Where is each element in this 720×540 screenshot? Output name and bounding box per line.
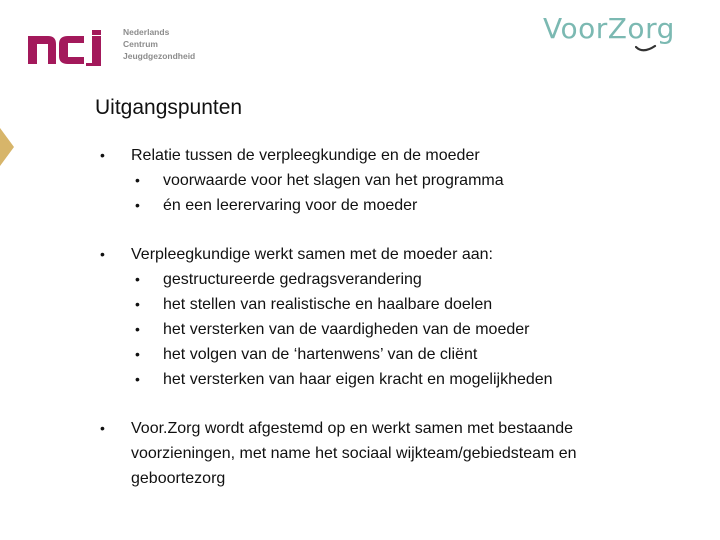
ncj-logo-text <box>123 26 195 62</box>
sub-bullet-item <box>131 367 700 392</box>
sub-bullet-dot: • <box>135 197 140 213</box>
bullet-list <box>100 143 700 491</box>
ncj-line-1: Nederlands <box>123 27 170 37</box>
sub-bullet-text: het versterken van haar eigen kracht en mogelijkheden <box>163 371 553 388</box>
bullet-dot: • <box>100 246 105 262</box>
sub-bullet-dot: • <box>135 321 140 337</box>
sub-bullet-item <box>131 342 700 367</box>
sub-bullet-dot: • <box>135 346 140 362</box>
ncj-logo <box>28 24 208 70</box>
sub-bullet-text: gestructureerde gedragsverandering <box>163 271 422 288</box>
sub-bullet-item <box>131 168 700 193</box>
bullet-text: Relatie tussen de verpleegkundige en de moeder <box>131 147 480 164</box>
voorzorg-swoosh-icon <box>635 44 657 54</box>
sub-bullet-text: én een leerervaring voor de moeder <box>163 197 418 214</box>
bullet-text-line: Voor.Zorg wordt afgestemd op en werkt samen met bestaande <box>131 420 574 437</box>
ncj-logo-mark <box>28 30 118 66</box>
voorzorg-logo <box>543 12 693 56</box>
bullet-text-line: geboortezorg <box>131 470 226 487</box>
bullet-text: Verpleegkundige werkt samen met de moeder aan: <box>131 246 493 263</box>
sub-bullet-item <box>131 292 700 317</box>
sub-bullet-item <box>131 267 700 292</box>
sub-bullet-dot: • <box>135 371 140 387</box>
ncj-line-2: Centrum <box>123 39 158 49</box>
bullet-item <box>100 242 700 392</box>
ncj-line-3: Jeugdgezondheid <box>123 51 196 61</box>
sub-bullet-dot: • <box>135 172 140 188</box>
bullet-item <box>100 143 700 218</box>
bullet-dot: • <box>100 420 105 436</box>
side-arrow-icon <box>0 128 14 166</box>
sub-bullet-dot: • <box>135 271 140 287</box>
sub-bullet-item <box>131 317 700 342</box>
sub-bullet-text: voorwaarde voor het slagen van het programma <box>163 172 504 189</box>
slide-title: Uitgangspunten <box>95 96 243 119</box>
bullet-text-line: voorzieningen, met name het sociaal wijkteam/gebiedsteam en <box>131 445 577 462</box>
sub-bullet-text: het versterken van de vaardigheden van de moeder <box>163 321 530 338</box>
sub-bullet-text: het stellen van realistische en haalbare doelen <box>163 296 493 313</box>
bullet-item <box>100 416 700 491</box>
sub-bullet-text: het volgen van de ‘hartenwens’ van de cliënt <box>163 346 478 363</box>
bullet-dot: • <box>100 147 105 163</box>
sub-bullet-item <box>131 193 700 218</box>
sub-bullet-dot: • <box>135 296 140 312</box>
voorzorg-logo-text: VoorZorg <box>543 12 675 45</box>
